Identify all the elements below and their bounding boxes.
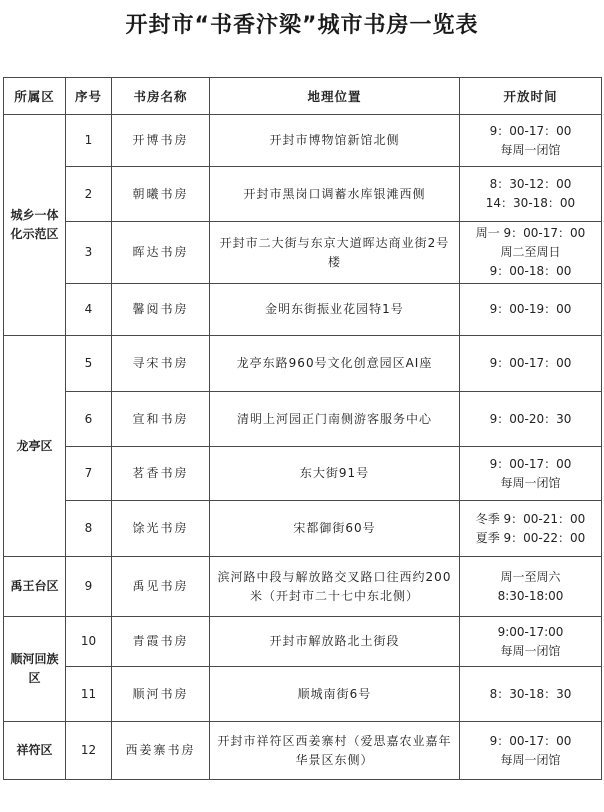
number-cell: 9	[66, 557, 112, 617]
hours-cell	[460, 447, 602, 501]
number-cell: 1	[66, 115, 112, 167]
hours-cell	[460, 667, 602, 722]
number-cell: 7	[66, 447, 112, 501]
table-row	[4, 617, 602, 667]
hours-line: 8：30-18：30	[489, 686, 572, 701]
name-cell: 开博书房	[112, 115, 210, 167]
hours-cell	[460, 722, 602, 780]
name-cell: 朝曦书房	[112, 167, 210, 222]
district-cell: 龙亭区	[4, 336, 66, 557]
hours-line: 9：00-17：00	[489, 356, 572, 370]
number-cell: 5	[66, 336, 112, 392]
hours-line: 周二至周日	[500, 245, 561, 259]
number-cell: 4	[66, 284, 112, 336]
address-cell: 宋都御街60号	[210, 501, 460, 557]
name-cell: 宣和书房	[112, 392, 210, 447]
hours-cell	[460, 284, 602, 336]
name-cell: 馨阅书房	[112, 284, 210, 336]
number-cell: 2	[66, 167, 112, 222]
address-cell: 清明上河园正门南侧游客服务中心	[210, 392, 460, 447]
bookroom-table	[3, 77, 602, 780]
district-cell: 禹王台区	[4, 557, 66, 617]
table-row	[4, 722, 602, 780]
address-cell: 金明东街振业花园特1号	[210, 284, 460, 336]
address-cell: 顺城南街6号	[210, 667, 460, 722]
hours-cell	[460, 392, 602, 447]
number-cell: 3	[66, 222, 112, 284]
hours-cell	[460, 222, 602, 284]
address-cell: 开封市二大街与东京大道晖达商业街2号楼	[210, 222, 460, 284]
number-cell: 8	[66, 501, 112, 557]
table-body	[4, 115, 602, 780]
hours-line: 9：00-17：00	[489, 456, 572, 471]
hours-line: 冬季 9：00-21：00	[475, 511, 586, 526]
name-cell: 晖达书房	[112, 222, 210, 284]
hours-line: 14：30-18：00	[485, 196, 576, 210]
address-cell: 东大街91号	[210, 447, 460, 501]
header-number: 序号	[66, 78, 112, 115]
table-row	[4, 222, 602, 284]
address-cell: 开封市解放路北土街段	[210, 617, 460, 667]
table-row	[4, 115, 602, 167]
table-row	[4, 284, 602, 336]
hours-line: 周一至周六	[500, 569, 561, 584]
table-row	[4, 167, 602, 222]
name-cell: 寻宋书房	[112, 336, 210, 392]
address-cell: 龙亭东路960号文化创意园区AI座	[210, 336, 460, 392]
hours-line: 夏季 9：00-22：00	[475, 530, 586, 545]
name-cell: 青霞书房	[112, 617, 210, 667]
address-cell: 开封市博物馆新馆北侧	[210, 115, 460, 167]
name-cell: 馀光书房	[112, 501, 210, 557]
number-cell: 6	[66, 392, 112, 447]
hours-cell	[460, 617, 602, 667]
hours-line: 9：00-20：30	[489, 411, 572, 426]
hours-cell	[460, 501, 602, 557]
page-title: 开封市“书香汴梁”城市书房一览表	[125, 13, 479, 38]
hours-cell	[460, 115, 602, 167]
hours-cell	[460, 167, 602, 222]
address-cell: 滨河路中段与解放路交叉路口往西约200米（开封市二十七中东北侧）	[210, 557, 460, 617]
header-district: 所属区	[4, 78, 66, 115]
table-row	[4, 667, 602, 722]
district-cell: 顺河回族区	[4, 617, 66, 722]
table-row	[4, 392, 602, 447]
district-cell: 城乡一体化示范区	[4, 115, 66, 336]
header-address: 地理位置	[210, 78, 460, 115]
name-cell: 西姜寨书房	[112, 722, 210, 780]
hours-line: 8：30-12：00	[489, 177, 572, 191]
header-name: 书房名称	[112, 78, 210, 115]
hours-line: 每周一闭馆	[500, 142, 561, 157]
hours-line: 周一 9：00-17：00	[475, 226, 586, 240]
address-cell: 开封市祥符区西姜寨村（爱思嘉农业嘉年华景区东侧）	[210, 722, 460, 780]
hours-cell	[460, 557, 602, 617]
table-row	[4, 447, 602, 501]
header-hours: 开放时间	[460, 78, 602, 115]
number-cell: 12	[66, 722, 112, 780]
hours-line: 9：00-17：00	[489, 123, 572, 138]
hours-line: 9:00-17:00	[497, 624, 564, 639]
hours-line: 9：00-18：00	[489, 264, 572, 278]
name-cell: 茗香书房	[112, 447, 210, 501]
hours-line: 每周一闭馆	[500, 475, 561, 490]
table-row	[4, 557, 602, 617]
table-row	[4, 501, 602, 557]
hours-line: 每周一闭馆	[500, 643, 561, 658]
district-cell: 祥符区	[4, 722, 66, 780]
number-cell: 11	[66, 667, 112, 722]
name-cell: 禹见书房	[112, 557, 210, 617]
hours-line: 每周一闭馆	[500, 752, 561, 767]
hours-line: 9：00-17：00	[489, 733, 572, 748]
header-row	[4, 78, 602, 115]
table-row	[4, 336, 602, 392]
name-cell: 顺河书房	[112, 667, 210, 722]
number-cell: 10	[66, 617, 112, 667]
hours-line: 9：00-19：00	[489, 302, 572, 316]
address-cell: 开封市黑岗口调蓄水库银滩西侧	[210, 167, 460, 222]
hours-line: 8:30-18:00	[497, 588, 564, 603]
hours-cell	[460, 336, 602, 392]
